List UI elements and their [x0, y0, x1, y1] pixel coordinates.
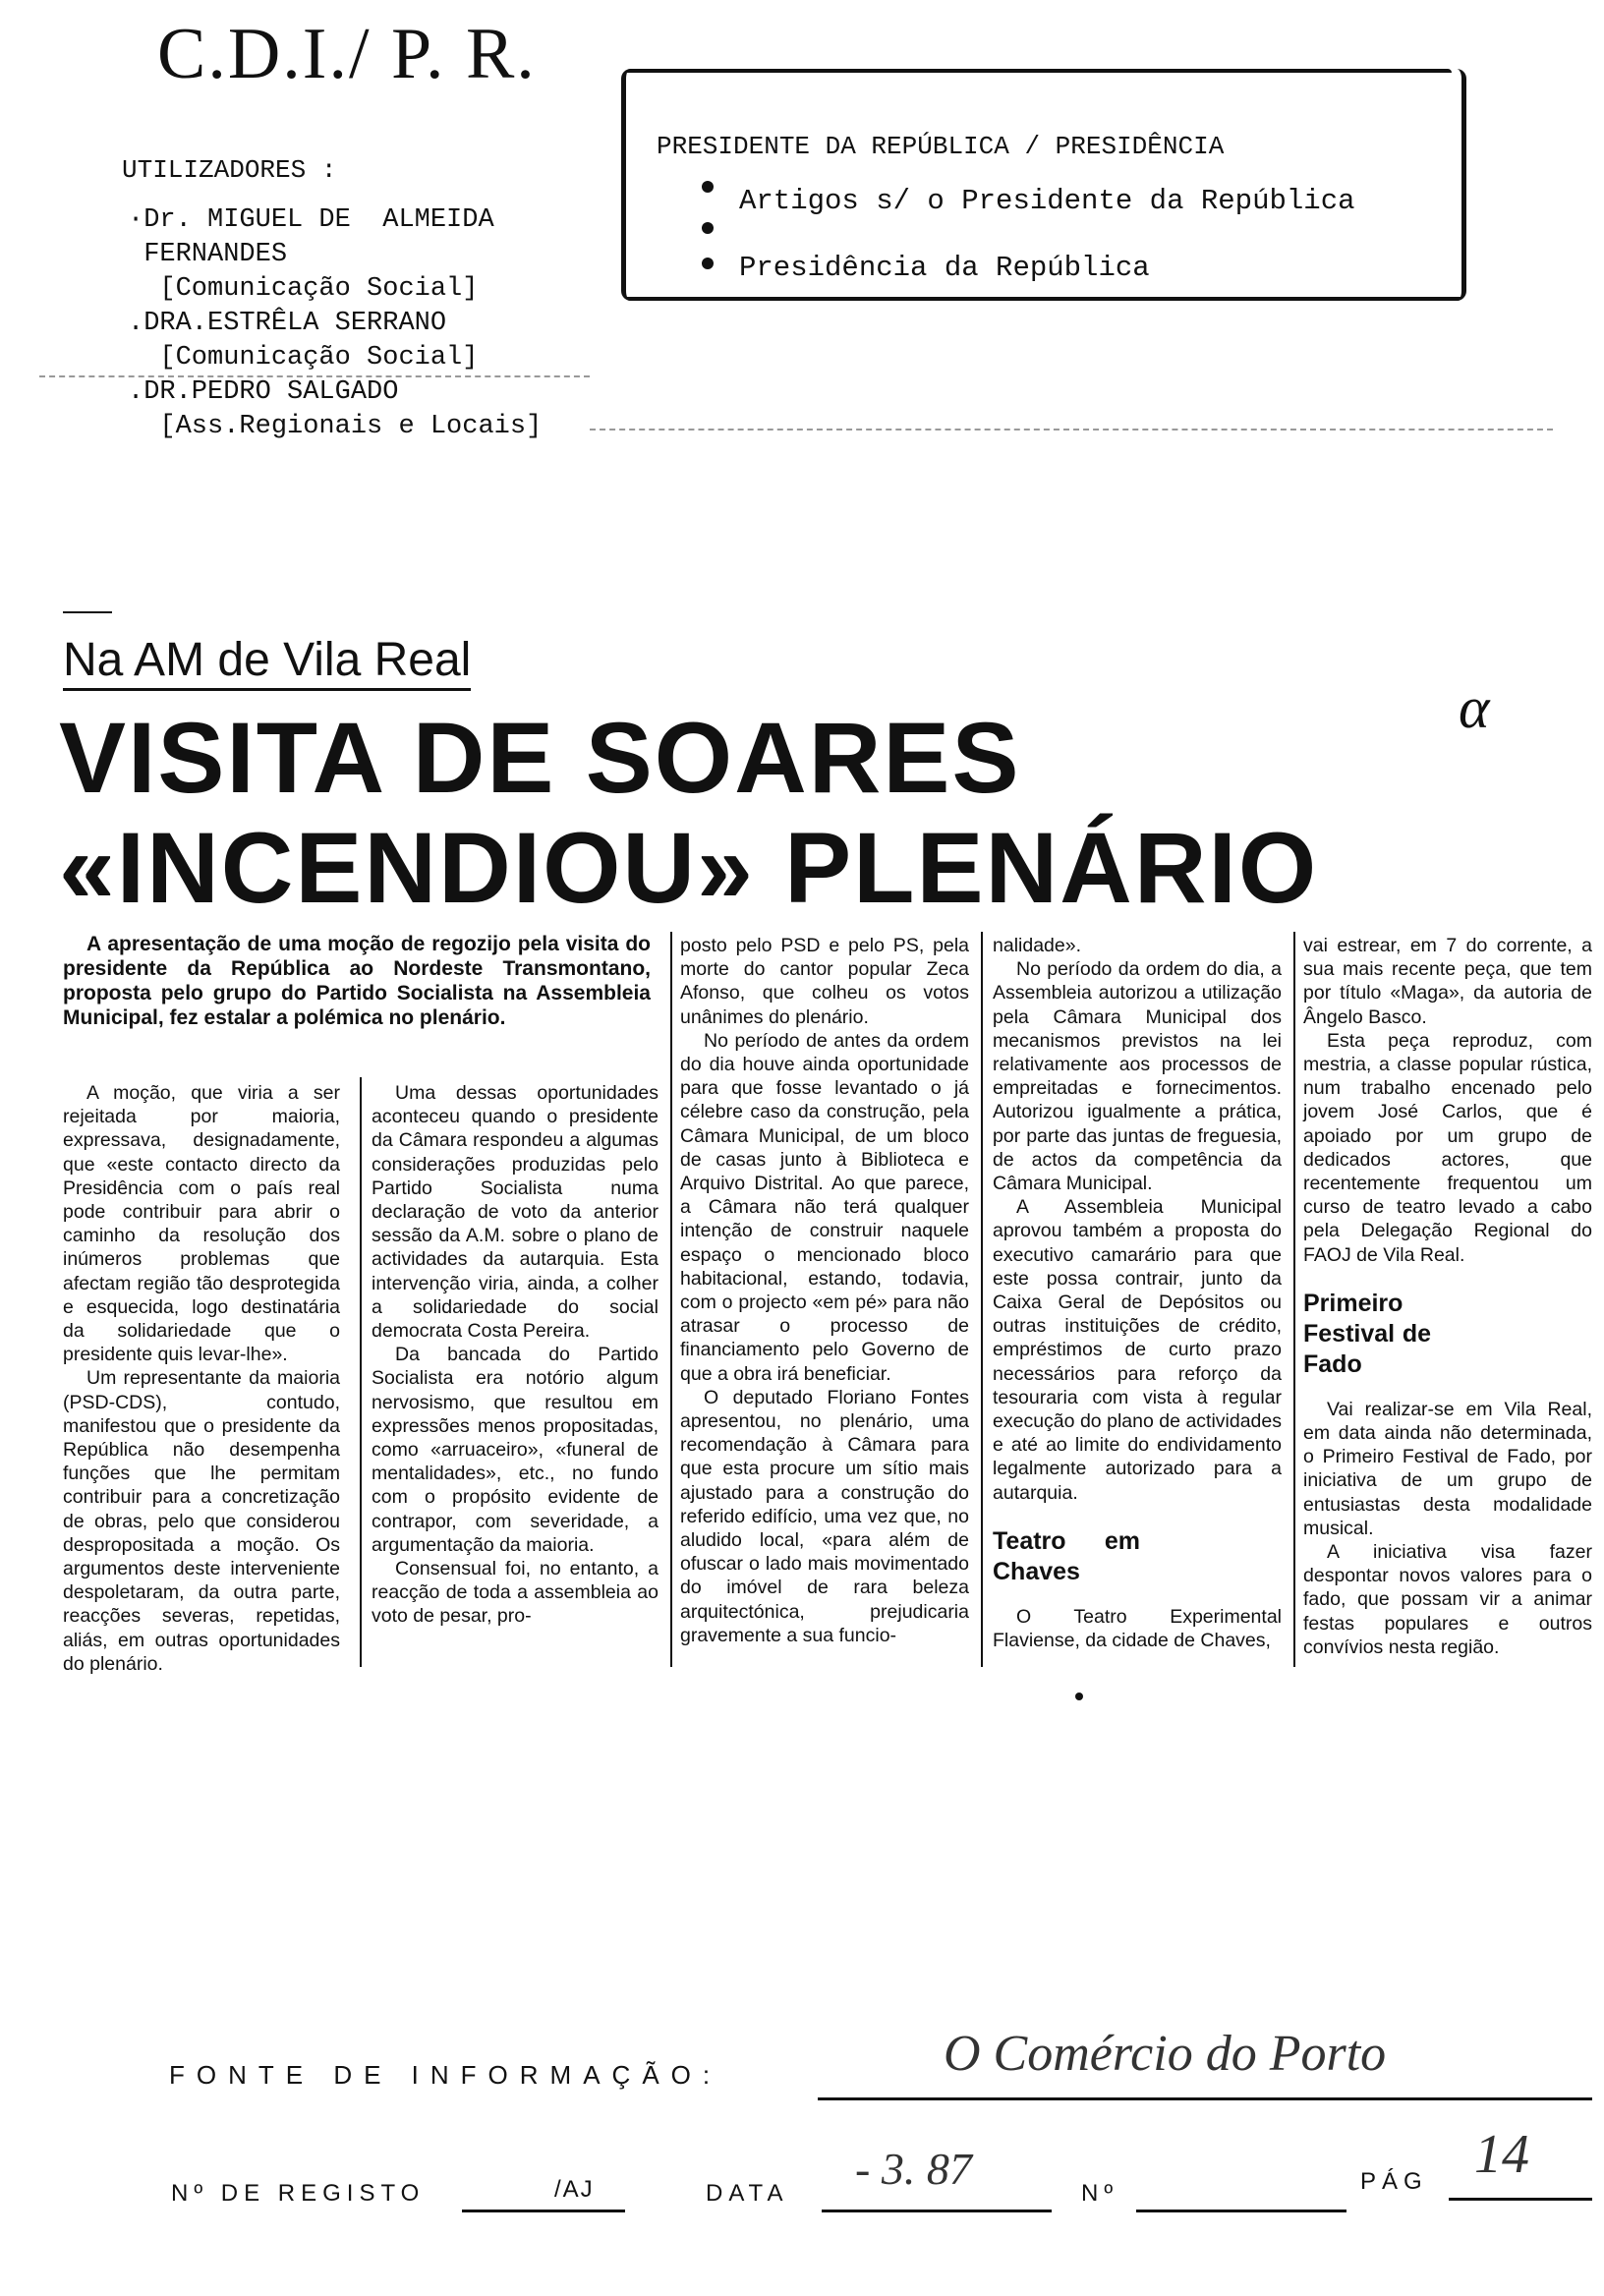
registo-line	[462, 2210, 625, 2212]
topic-item: Artigos s/ o Presidente da República	[739, 185, 1355, 217]
paragraph: A iniciativa visa fazer despontar novos valores para o fado, que possam vir a animar festas populares e outros convívios nesta região.	[1303, 1541, 1592, 1658]
headline-line-2: «INCENDIOU» PLENÁRIO	[59, 812, 1319, 924]
headline-line-1: VISITA DE SOARES	[59, 702, 1021, 814]
topic-box-top-border	[626, 69, 1452, 73]
paragraph: O deputado Floriano Fontes apresentou, no plenário, uma recomendação à Câmara para que esta procure um sítio mais ajustado para a construção do referido edifício, uma vez que, no aludido local, «para além de ofuscar o lado mais movimentado do imóvel de rara beleza arquitectónica, prejudicaria gravemente a sua funcio-	[680, 1386, 969, 1646]
dot-mark	[1075, 1693, 1083, 1700]
topic-box-title: PRESIDENTE DA REPÚBLICA / PRESIDÊNCIA	[657, 132, 1225, 161]
user-line: [Comunicação Social]	[128, 343, 479, 373]
page-label: PÁG	[1360, 2168, 1428, 2195]
registo-label: Nº DE REGISTO	[171, 2180, 426, 2207]
column-rule	[1293, 932, 1295, 1667]
paragraph: Uma dessas oportunidades aconteceu quando o presidente da Câmara respondeu a algumas considerações produzidas pelo Partido Socialista numa declaração de voto da anterior sessão da A.M. sobre o plano de actividades da autarquia. Esta intervenção viria, ainda, a colher a solidariedade do social democrata Costa Pereira.	[372, 1082, 659, 1343]
user-line: FERNANDES	[128, 240, 288, 269]
column-1	[63, 1081, 340, 1676]
paragraph: A Assembleia Municipal aprovou também a proposta do executivo camarário para que este possa contrair, junto da Caixa Geral de Depósitos ou outras instituições de crédito, empréstimos de curto prazo necessários para reforço da tesouraria com vista à regular execução do plano de actividades e até ao limite do endividamento legalmente autorizado para a autarquia.	[993, 1196, 1282, 1504]
paragraph: O Teatro Experimental Flaviense, da cidade de Chaves,	[993, 1605, 1282, 1652]
column-rule	[981, 932, 983, 1667]
user-line: [Comunicação Social]	[128, 274, 479, 304]
subhead-teatro: Teatro em Chaves	[993, 1526, 1140, 1585]
paragraph: A moção, que viria a ser rejeitada por maioria, expressava, designadamente, que «este contacto directo da Presidência com o país real pode contribuir para abrir o caminho da resolução dos inúmeros problemas que afectam região tão desprotegida e esquecida, logo destinatária da solidariedade que o presidente quis levar-lhe».	[63, 1082, 340, 1366]
bullet-icon	[702, 222, 714, 234]
column-rule	[670, 932, 672, 1667]
paragraph: posto pelo PSD e pelo PS, pela morte do cantor popular Zeca Afonso, que colheu os votos unânimes do plenário.	[680, 935, 969, 1028]
subhead-fado: Primeiro Festival de Fado	[1303, 1289, 1431, 1378]
user-line: .DRA.ESTRÊLA SERRANO	[128, 309, 447, 338]
paragraph: No período de antes da ordem do dia houve ainda oportunidade para que fosse levantado o já célebre caso da construção, pela Câmara Municipal, de um bloco de casas junto à Biblioteca e Arquivo Distrital. Ao que parece, a Câmara não terá qualquer intenção de construir naquele espaço o mencionado bloco habitacional, estando, todavia, com o projecto «em pé» para não atrasar o processo de financiamento pelo Governo de que a obra irá beneficiar.	[680, 1029, 969, 1385]
topic-item: Presidência da República	[739, 252, 1150, 284]
column-4	[993, 934, 1282, 1652]
article-kicker: Na AM de Vila Real	[63, 637, 471, 691]
data-label: DATA	[706, 2180, 789, 2207]
registo-value: /AJ	[554, 2176, 595, 2203]
fold-line	[39, 375, 590, 377]
source-value: O Comércio do Porto	[944, 2026, 1387, 2082]
user-line: .DR.PEDRO SALGADO	[128, 377, 399, 407]
users-label: UTILIZADORES :	[122, 155, 337, 185]
column-3	[680, 934, 969, 1647]
number-line	[1136, 2210, 1346, 2212]
page-value: 14	[1474, 2124, 1529, 2185]
column-5	[1303, 934, 1592, 1659]
paragraph: No período da ordem do dia, a Assembleia autorizou a utilização pela Câmara Municipal dos mecanismos previstos na lei relativamente aos processos de empreitadas e fornecimentos. Autorizou igualmente a prática, por parte das juntas de freguesia, de actos da competência da Câmara Municipal.	[993, 958, 1282, 1195]
source-line	[818, 2097, 1592, 2100]
article-lead	[63, 932, 651, 1030]
user-line: ·Dr. MIGUEL DE ALMEIDA	[128, 205, 494, 235]
paragraph: Vai realizar-se em Vila Real, em data ainda não determinada, o Primeiro Festival de Fado, por iniciativa de um grupo de entusiastas desta modalidade musical.	[1303, 1398, 1592, 1539]
column-rule	[360, 1077, 362, 1667]
bullet-icon	[702, 181, 714, 193]
column-2	[372, 1081, 659, 1629]
kicker-rule	[63, 611, 112, 613]
number-label: Nº	[1081, 2180, 1119, 2207]
paragraph: Consensual foi, no entanto, a reacção de toda a assembleia ao voto de pesar, pro-	[372, 1558, 659, 1628]
fold-line	[590, 429, 1553, 430]
cdi-title: C.D.I./ P. R.	[157, 14, 537, 94]
handwritten-mark: α	[1459, 675, 1490, 740]
data-value: - 3. 87	[855, 2144, 972, 2194]
paragraph: Esta peça reproduz, com mestria, a classe popular rústica, num trabalho encenado pelo jovem José Carlos, que é apoiado por um grupo de dedicados actores, que recentemente frequentou um curso de teatro levado a cabo pela Delegação Regional do FAOJ de Vila Real.	[1303, 1029, 1592, 1266]
bullet-icon	[702, 258, 714, 269]
page-line	[1449, 2198, 1592, 2201]
paragraph: nalidade».	[993, 935, 1081, 956]
lead-paragraph: A apresentação de uma moção de regozijo pela visita do presidente da República ao Nordeste Transmontano, proposta pelo grupo do Partido Socialista na Assembleia Municipal, fez estalar a polémica no plenário.	[63, 933, 651, 1029]
paragraph: vai estrear, em 7 do corrente, a sua mais recente peça, que tem por título «Maga», da autoria de Ângelo Basco.	[1303, 935, 1592, 1028]
users-list	[128, 203, 542, 444]
paragraph: Um representante da maioria (PSD-CDS), contudo, manifestou que o presidente da República não desempenha funções que lhe permitam contribuir para a concretização de obras, pelo que considerou despropositada a moção. Os argumentos deste interveniente despoletaram, da outra parte, reacções severas, repetidas, aliás, em outras oportunidades do plenário.	[63, 1367, 340, 1675]
paragraph: Da bancada do Partido Socialista era notório algum nervosismo, que resultou em expressões menos propositadas, como «arruaceiro», «funeral de mentalidades», etc., no fundo com o propósito evidente de contrapor, com severidade, a argumentação da maioria.	[372, 1344, 659, 1556]
source-label: FONTE DE INFORMAÇÃO:	[169, 2060, 722, 2090]
topic-box-bottom-border	[626, 297, 1461, 301]
user-line: [Ass.Regionais e Locais]	[128, 412, 543, 441]
data-line	[822, 2210, 1052, 2212]
